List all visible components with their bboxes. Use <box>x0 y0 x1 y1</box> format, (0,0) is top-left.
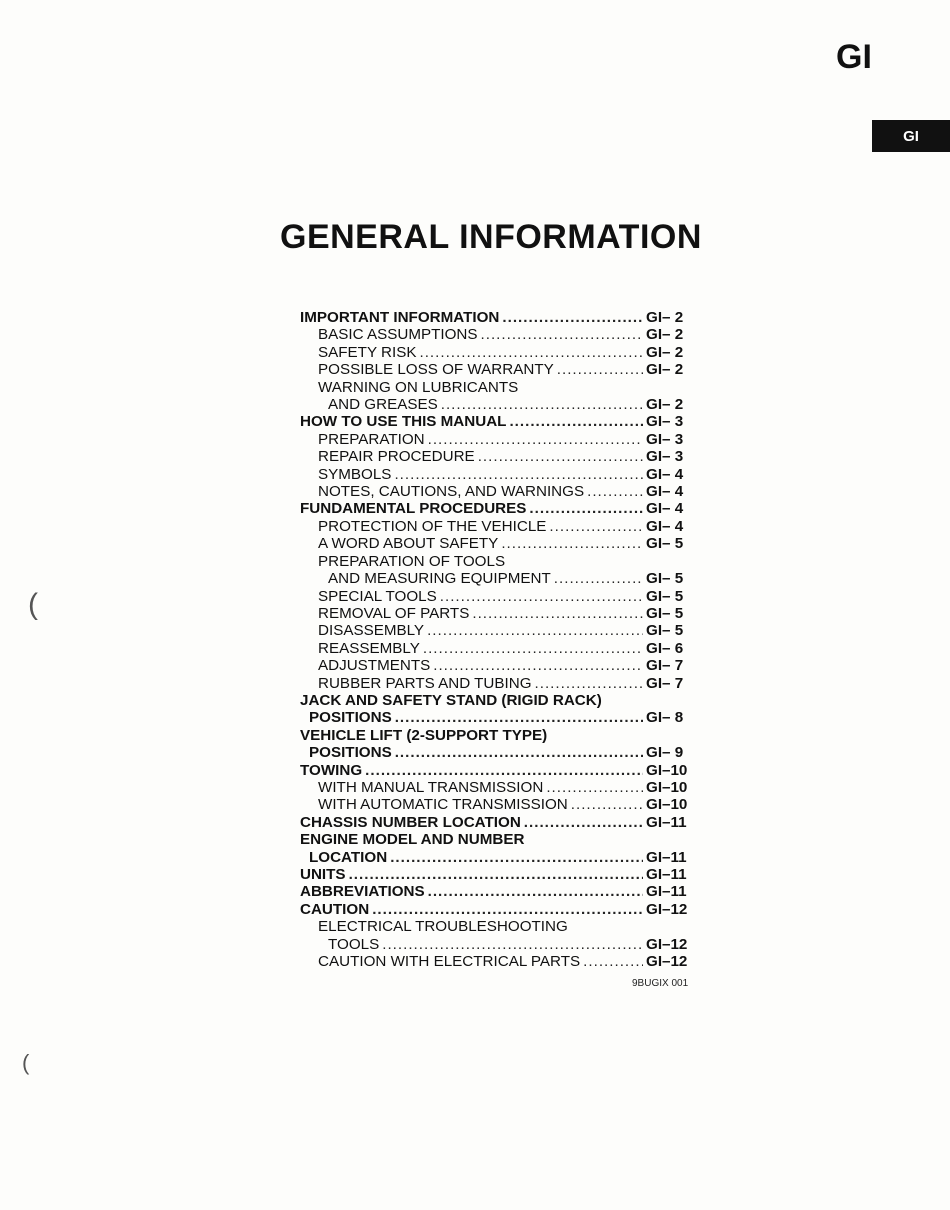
toc-entry-label: TOWING <box>300 761 363 779</box>
toc-entry[interactable] <box>300 570 692 587</box>
toc-entry <box>300 692 692 709</box>
toc-entry-page: GI–10 <box>646 778 688 796</box>
toc-leader-dots <box>349 866 643 883</box>
toc-entry[interactable] <box>300 518 692 535</box>
toc-entry[interactable] <box>300 622 692 639</box>
toc-entry[interactable] <box>300 535 692 552</box>
toc-leader-dots <box>535 675 643 692</box>
toc-entry[interactable] <box>300 361 692 378</box>
toc-entry-label: WITH MANUAL TRANSMISSION <box>318 778 544 796</box>
toc-leader-dots <box>481 326 643 343</box>
toc-entry <box>300 553 692 570</box>
toc-leader-dots <box>441 396 643 413</box>
toc-entry-label: IMPORTANT INFORMATION <box>300 309 500 326</box>
toc-entry[interactable] <box>300 326 692 343</box>
toc-leader-dots <box>428 883 643 900</box>
toc-leader-dots <box>419 344 643 361</box>
toc-entry-page: GI– 3 <box>646 448 684 466</box>
toc-entry[interactable] <box>300 814 692 831</box>
toc-entry-label: POSSIBLE LOSS OF WARRANTY <box>318 361 554 379</box>
toc-leader-dots <box>472 605 643 622</box>
toc-entry-page: GI– 5 <box>646 587 684 605</box>
toc-entry-label: PROTECTION OF THE VEHICLE <box>318 517 547 535</box>
toc-entry-page: GI– 5 <box>646 535 684 553</box>
toc-entry[interactable] <box>300 605 692 622</box>
section-tab-label: GI <box>903 127 919 145</box>
toc-entry-label: PREPARATION OF TOOLS <box>318 552 506 570</box>
toc-entry-label: SPECIAL TOOLS <box>318 587 437 605</box>
toc-entry-label: SYMBOLS <box>318 465 392 483</box>
scan-mark: ( <box>22 1050 30 1075</box>
toc-entry-page: GI– 2 <box>646 326 684 344</box>
toc-entry-page: GI–10 <box>646 761 688 779</box>
toc-leader-dots <box>549 518 643 535</box>
toc-leader-dots <box>382 936 643 953</box>
toc-entry-label: AND MEASURING EQUIPMENT <box>328 570 551 588</box>
toc-entry[interactable] <box>300 849 692 866</box>
toc-entry-label: ABBREVIATIONS <box>300 883 425 901</box>
toc-entry-page: GI– 7 <box>646 674 684 692</box>
toc-entry[interactable] <box>300 309 692 326</box>
toc-entry-page: GI–11 <box>646 866 687 883</box>
toc-entry-page: GI– 5 <box>646 604 684 622</box>
page-title: GENERAL INFORMATION <box>280 218 702 256</box>
toc-leader-dots <box>395 744 643 761</box>
toc-entry-page: GI– 5 <box>646 570 684 588</box>
table-of-contents <box>300 309 692 970</box>
toc-entry[interactable] <box>300 657 692 674</box>
toc-leader-dots <box>433 657 643 674</box>
toc-entry[interactable] <box>300 953 692 970</box>
toc-entry[interactable] <box>300 640 692 657</box>
toc-entry-label: HOW TO USE THIS MANUAL <box>300 413 507 431</box>
toc-entry-label: SAFETY RISK <box>318 343 417 361</box>
scan-mark: ( <box>28 588 38 621</box>
toc-entry-page: GI– 4 <box>646 517 684 535</box>
toc-entry-page: GI–11 <box>646 848 687 866</box>
toc-entry-page: GI– 2 <box>646 309 684 326</box>
toc-entry-page: GI– 4 <box>646 483 684 501</box>
toc-entry[interactable] <box>300 866 692 883</box>
toc-leader-dots <box>372 901 643 918</box>
toc-leader-dots <box>529 500 643 517</box>
toc-entry-page: GI– 2 <box>646 396 684 414</box>
toc-entry[interactable] <box>300 500 692 517</box>
toc-leader-dots <box>390 849 643 866</box>
toc-entry-page: GI– 9 <box>646 744 684 762</box>
toc-entry-label: NOTES, CAUTIONS, AND WARNINGS <box>318 483 585 501</box>
toc-leader-dots <box>571 796 643 813</box>
toc-entry <box>300 379 692 396</box>
toc-entry-label: ENGINE MODEL AND NUMBER <box>300 831 525 849</box>
toc-leader-dots <box>428 431 643 448</box>
toc-entry-label: REASSEMBLY <box>318 639 420 657</box>
toc-leader-dots <box>501 535 643 552</box>
toc-entry-label: REMOVAL OF PARTS <box>318 604 470 622</box>
toc-entry-page: GI–10 <box>646 796 688 814</box>
section-code: GI <box>836 38 872 76</box>
section-tab[interactable] <box>872 120 950 152</box>
toc-entry-label: FUNDAMENTAL PROCEDURES <box>300 500 527 518</box>
toc-leader-dots <box>478 448 643 465</box>
toc-entry-label: POSITIONS <box>309 744 392 762</box>
toc-entry[interactable] <box>300 744 692 761</box>
toc-entry[interactable] <box>300 675 692 692</box>
figure-code: 9BUGIX 001 <box>632 978 689 989</box>
toc-entry-page: GI– 6 <box>646 639 684 657</box>
toc-entry[interactable] <box>300 709 692 726</box>
toc-entry-page: GI– 8 <box>646 709 684 727</box>
toc-entry-label: DISASSEMBLY <box>318 622 425 640</box>
toc-entry-page: GI– 4 <box>646 500 684 518</box>
toc-entry[interactable] <box>300 883 692 900</box>
toc-entry-label: PREPARATION <box>318 430 425 448</box>
toc-leader-dots <box>502 309 643 326</box>
toc-entry-label: POSITIONS <box>309 709 392 727</box>
toc-leader-dots <box>395 709 643 726</box>
toc-entry[interactable] <box>300 483 692 500</box>
toc-entry-page: GI– 2 <box>646 343 684 361</box>
toc-entry-label: BASIC ASSUMPTIONS <box>318 326 478 344</box>
toc-entry-label: TOOLS <box>328 935 380 953</box>
toc-leader-dots <box>365 762 643 779</box>
toc-entry[interactable] <box>300 466 692 483</box>
toc-entry-label: CAUTION WITH ELECTRICAL PARTS <box>318 953 581 971</box>
toc-leader-dots <box>557 361 643 378</box>
toc-leader-dots <box>546 779 643 796</box>
toc-entry[interactable] <box>300 431 692 448</box>
toc-entry[interactable] <box>300 796 692 813</box>
toc-leader-dots <box>587 483 643 500</box>
toc-entry-label: REPAIR PROCEDURE <box>318 448 475 466</box>
toc-entry[interactable] <box>300 448 692 465</box>
toc-leader-dots <box>423 640 643 657</box>
toc-entry-label: AND GREASES <box>328 396 438 414</box>
toc-entry-page: GI–11 <box>646 883 687 901</box>
toc-leader-dots <box>524 814 643 831</box>
toc-entry <box>300 831 692 848</box>
toc-entry[interactable] <box>300 901 692 918</box>
toc-leader-dots <box>509 413 643 430</box>
toc-entry-page: GI– 3 <box>646 430 684 448</box>
toc-leader-dots <box>554 570 643 587</box>
toc-entry <box>300 918 692 935</box>
toc-entry-page: GI– 5 <box>646 622 684 640</box>
toc-entry-page: GI–12 <box>646 935 688 953</box>
toc-entry[interactable] <box>300 762 692 779</box>
toc-entry-label: CHASSIS NUMBER LOCATION <box>300 813 521 831</box>
toc-entry-label: LOCATION <box>309 848 388 866</box>
toc-entry-label: CAUTION <box>300 900 370 918</box>
toc-entry[interactable] <box>300 344 692 361</box>
toc-entry-label: WITH AUTOMATIC TRANSMISSION <box>318 796 568 814</box>
toc-entry <box>300 727 692 744</box>
toc-entry-page: GI–11 <box>646 813 687 831</box>
toc-entry[interactable] <box>300 588 692 605</box>
toc-entry-label: A WORD ABOUT SAFETY <box>318 535 499 553</box>
toc-entry-page: GI– 3 <box>646 413 684 431</box>
toc-entry[interactable] <box>300 936 692 953</box>
toc-leader-dots <box>440 588 643 605</box>
toc-entry-label: JACK AND SAFETY STAND (RIGID RACK) <box>300 691 602 709</box>
toc-entry-page: GI–12 <box>646 900 688 918</box>
toc-entry-label: VEHICLE LIFT (2-SUPPORT TYPE) <box>300 726 548 744</box>
toc-leader-dots <box>394 466 643 483</box>
toc-entry-page: GI– 7 <box>646 657 684 675</box>
toc-entry[interactable] <box>300 779 692 796</box>
toc-leader-dots <box>583 953 643 970</box>
toc-entry-label: UNITS <box>300 866 346 883</box>
toc-entry-page: GI– 4 <box>646 465 684 483</box>
toc-entry-label: ADJUSTMENTS <box>318 657 431 675</box>
toc-entry-label: ELECTRICAL TROUBLESHOOTING <box>318 918 568 936</box>
toc-entry-page: GI– 2 <box>646 361 684 379</box>
toc-entry-label: WARNING ON LUBRICANTS <box>318 378 519 396</box>
toc-entry[interactable] <box>300 413 692 430</box>
toc-entry-label: RUBBER PARTS AND TUBING <box>318 674 532 692</box>
toc-entry-page: GI–12 <box>646 953 688 971</box>
toc-leader-dots <box>427 622 643 639</box>
toc-entry[interactable] <box>300 396 692 413</box>
